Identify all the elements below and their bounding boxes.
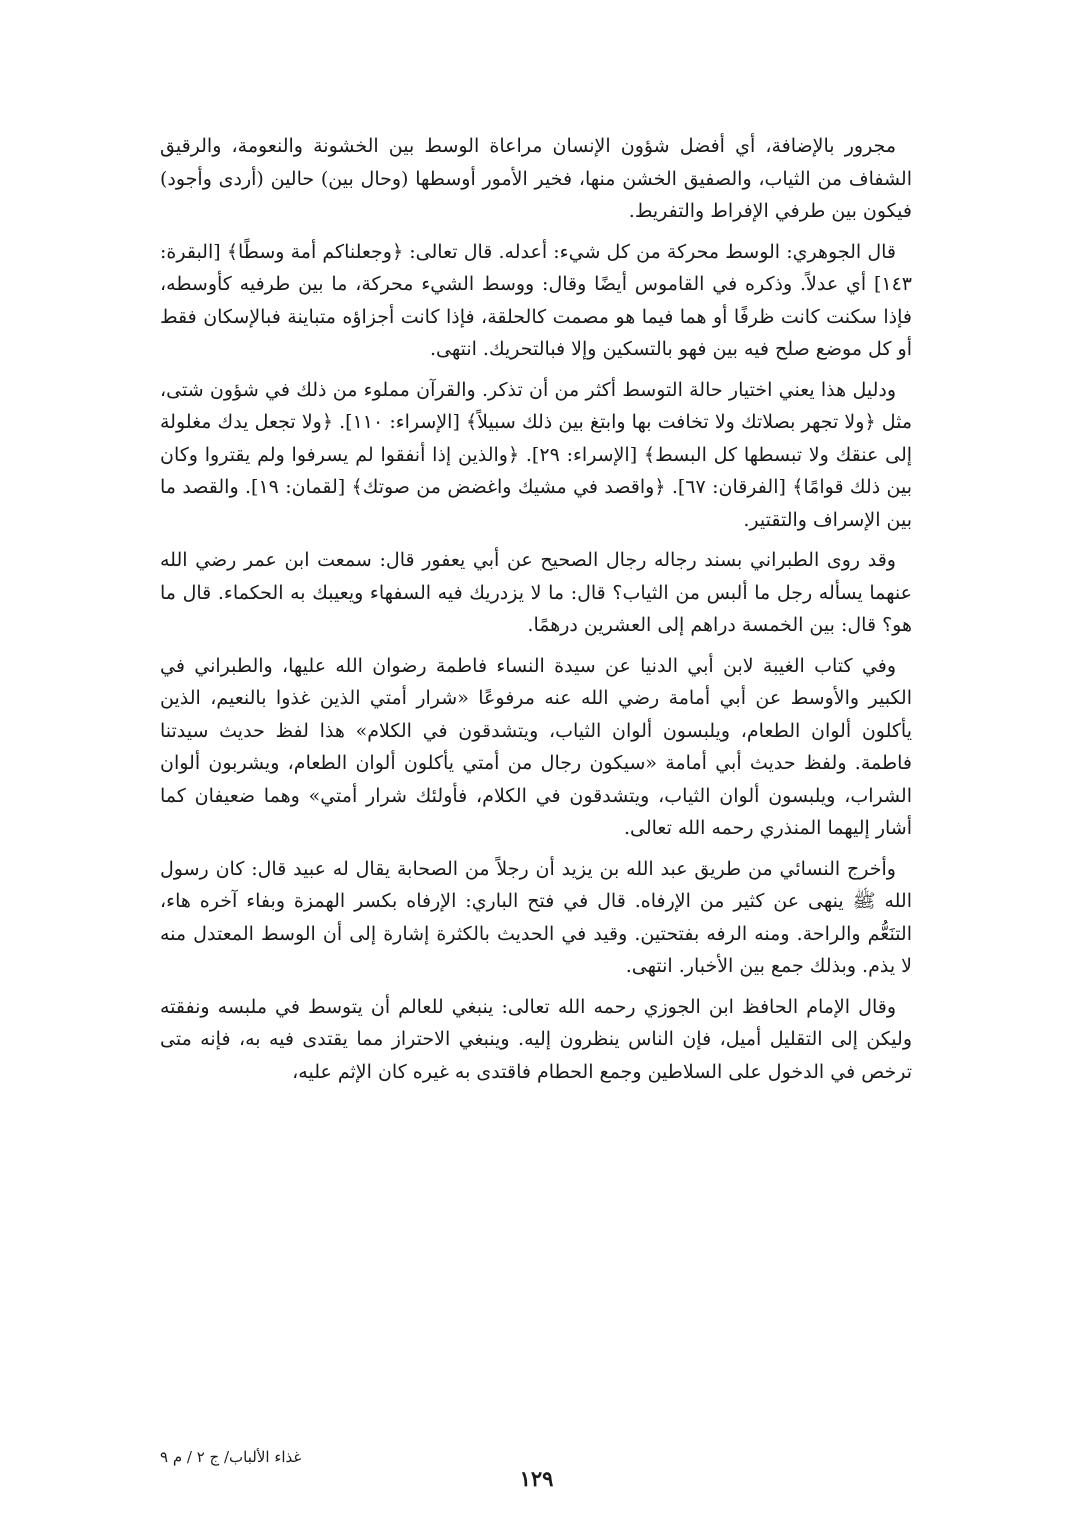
paragraph: وقد روى الطبراني بسند رجاله رجال الصحيح عن أبي يعفور قال: سمعت ابن عمر رضي الله عنهما يسأله رجل ما ألبس من الثياب؟ قال: ما لا يزدريك فيه السفهاء ويعيبك به الحكماء. قال ما هو؟ قال: بين الخمسة دراهم إلى العشرين درهمًا. [160,549,912,636]
signature-mark: غذاء الألباب/ ج ٢ / م ٩ [160,1448,302,1466]
paragraph: وقال الإمام الحافظ ابن الجوزي رحمه الله تعالى: ينبغي للعالم أن يتوسط في ملبسه ونفقته وليكن إلى التقليل أميل، فإن الناس ينظرون إليه. وينبغي الاحتراز مما يقتدى فيه به، فإنه متى ترخص في الدخول على السلاطين وجمع الحطام فاقتدى به غيره كان الإثم عليه، [160,995,912,1083]
paragraph: قال الجوهري: الوسط محركة من كل شيء: أعدله. قال تعالى: ﴿وجعلناكم أمة وسطًا﴾ [البقرة: ١٤٣] أي عدلاً. وذكره في القاموس أيضًا وقال: ووسط الشيء محركة، ما بين طرفيه كأوسطه، فإذا سكنت كانت ظرفًا أو هما فيما هو مصمت كالحلقة، فإذا كانت أجزاؤه متباينة فبالإسكان فقط أو كل موضع صلح فيه بين فهو بالتسكين وإلا فبالتحريك. انتهى. [160,240,912,360]
page-number: ١٢٩ [519,1466,554,1491]
paragraph: مجرور بالإضافة، أي أفضل شؤون الإنسان مراعاة الوسط بين الخشونة والنعومة، والرقيق الشفاف من الثياب، والصفيق الخشن منها، فخير الأمور أوسطها (وحال بين) حالين (أردى وأجود) فيكون بين طرفي الإفراط والتفريط. [160,135,912,222]
paragraph: وأخرج النسائي من طريق عبد الله بن يزيد أن رجلاً من الصحابة يقال له عبيد قال: كان رسول الله ﷺ ينهى عن كثير من الإرفاه. قال في فتح الباري: الإرفاه بكسر الهمزة وبفاء آخره هاء، التنَعُّم والراحة. ومنه الرفه بفتحتين. وقيد في الحديث بالكثرة إشارة إلى أن الوسط المعتدل منه لا يذم. وبذلك جمع بين الأخبار. انتهى. [160,857,912,977]
paragraph: ودليل هذا يعني اختيار حالة التوسط أكثر من أن تذكر. والقرآن مملوء من ذلك في شؤون شتى، مثل ﴿ولا تجهر بصلاتك ولا تخافت بها وابتغ بين ذلك سبيلاً﴾ [الإسراء: ١١٠]. ﴿ولا تجعل يدك مغلولة إلى عنقك ولا تبسطها كل البسط﴾ [الإسراء: ٢٩]. ﴿والذين إذا أنفقوا لم يسرفوا ولم يقتروا وكان بين ذلك قوامًا﴾ [الفرقان: ٦٧]. ﴿واقصد في مشيك واغضض من صوتك﴾ [لقمان: ١٩]. والقصد ما بين الإسراف والتقتير. [160,378,913,531]
paragraph: وفي كتاب الغيبة لابن أبي الدنيا عن سيدة النساء فاطمة رضوان الله عليها، والطبراني في الكبير والأوسط عن أبي أمامة رضي الله عنه مرفوعًا «شرار أمتي الذين غذوا بالنعيم، الذين يأكلون ألوان الطعام، ويلبسون ألوان الثياب، ويتشدقون في الكلام» هذا لفظ حديث سيدتنا فاطمة. ولفظ حديث أبي أمامة «سيكون رجال من أمتي يأكلون ألوان الطعام، ويشربون ألوان الشراب، ويلبسون ألوان الثياب، ويتشدقون في الكلام، فأولئك شرار أمتي» وهما ضعيفان كما أشار إليهما المنذري رحمه الله تعالى. [160,654,913,839]
body-text [160,130,912,1096]
